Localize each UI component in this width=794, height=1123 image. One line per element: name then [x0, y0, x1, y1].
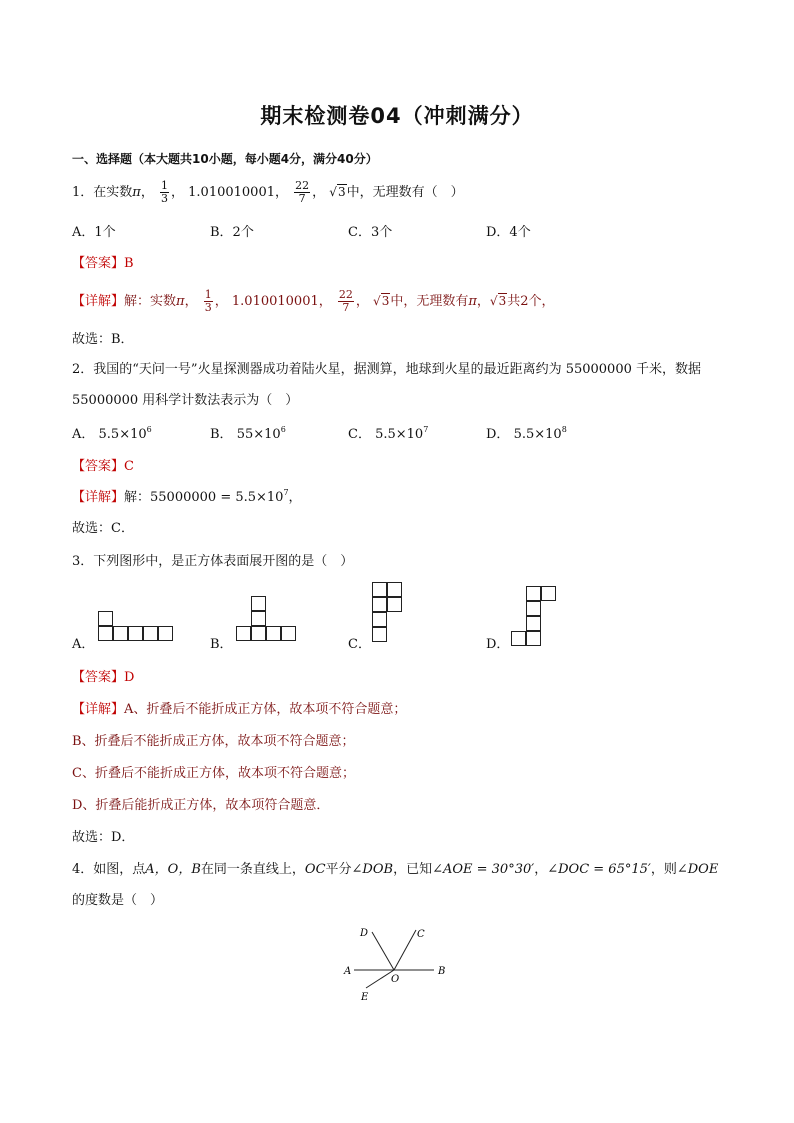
- decimal-number: 1.010010001: [188, 185, 275, 200]
- fraction-denominator: 7: [342, 301, 350, 314]
- net-square: [541, 586, 556, 601]
- q1-option-a[interactable]: A．1个: [72, 225, 116, 240]
- net-square: [387, 582, 402, 597]
- option-label: D．: [486, 427, 510, 442]
- fraction-22-7: [294, 180, 310, 205]
- q4-text: 在同一条直线上，: [200, 862, 305, 877]
- net-square: [372, 612, 387, 627]
- option-mantissa: 5.5×10: [98, 427, 147, 442]
- label-o: O: [391, 974, 400, 985]
- separator: ，: [355, 294, 369, 309]
- separator: ，: [318, 294, 332, 309]
- option-label: B．: [210, 427, 233, 442]
- q4-angle-dob: ∠DOB: [351, 862, 394, 877]
- label-d: D: [360, 928, 369, 939]
- detail-prefix: 解：实数: [124, 294, 177, 309]
- option-exponent: 6: [146, 425, 152, 434]
- separator: ，: [184, 294, 198, 309]
- section-header: 一、选择题（本大题共10小题，每小题4分，满分40分）: [72, 152, 378, 166]
- net-square: [372, 627, 387, 642]
- option-mantissa: 5.5×10: [513, 427, 562, 442]
- fraction-numerator: 22: [338, 288, 353, 301]
- net-square: [143, 626, 158, 641]
- separator: ，: [312, 185, 326, 200]
- separator: ，: [476, 294, 490, 309]
- option-label: A．: [72, 427, 95, 442]
- q2-option-d[interactable]: [486, 423, 567, 442]
- detail-exponent: 7: [283, 488, 289, 497]
- fraction-denominator: 3: [160, 192, 168, 205]
- q4-text: 4．如图，点: [72, 862, 146, 877]
- q4-ray-oc: OC: [304, 862, 326, 877]
- q2-option-c[interactable]: [348, 423, 428, 442]
- q2-option-b[interactable]: [210, 423, 286, 442]
- fraction-numerator: 22: [295, 179, 310, 192]
- net-square: [526, 631, 541, 646]
- q4-text: ，已知: [393, 862, 433, 877]
- q1-option-c[interactable]: C．3个: [348, 225, 393, 240]
- q3-option-a-label[interactable]: A．: [72, 637, 95, 652]
- net-square: [511, 631, 526, 646]
- q4-angle-doc: ∠DOC = 65°15′: [547, 862, 651, 877]
- q1-conclusion: 故选：B．: [72, 332, 134, 347]
- q4-text: ，则: [650, 862, 677, 877]
- option-label: C．: [348, 427, 371, 442]
- q1-prefix: 1．在实数: [72, 185, 133, 200]
- q3-option-d-label[interactable]: D．: [486, 637, 510, 652]
- detail-label: 【详解】: [72, 294, 125, 309]
- separator: ，: [214, 294, 228, 309]
- q1-option-d[interactable]: D．4个: [486, 225, 531, 240]
- q2-option-a[interactable]: [72, 423, 152, 442]
- ray-oc: [394, 930, 416, 970]
- q3-answer: 【答案】D: [72, 670, 135, 685]
- fraction-one-third: [204, 289, 213, 314]
- decimal-number: 1.010010001: [231, 294, 319, 309]
- label-a: A: [344, 966, 352, 977]
- q1-detail: [72, 289, 555, 314]
- net-square: [236, 626, 251, 641]
- option-exponent: 6: [280, 425, 286, 434]
- q2-detail: [72, 486, 302, 505]
- net-square: [266, 626, 281, 641]
- sqrt-3: √3: [489, 294, 507, 308]
- question-1-stem: [72, 180, 464, 205]
- sqrt-3: √3: [373, 294, 390, 308]
- q4-angle-figure: [336, 922, 456, 1012]
- net-square: [128, 626, 143, 641]
- separator: ，: [170, 185, 184, 200]
- net-square: [387, 597, 402, 612]
- q3-option-c-label[interactable]: C．: [348, 637, 371, 652]
- q3-option-b-label[interactable]: B．: [210, 637, 233, 652]
- net-square: [98, 626, 113, 641]
- option-exponent: 8: [561, 425, 567, 434]
- ray-od: [372, 932, 394, 970]
- separator: ，: [274, 185, 288, 200]
- net-square: [372, 582, 387, 597]
- net-square: [372, 597, 387, 612]
- detail-text: A、折叠后不能折成正方体，故本项不符合题意；: [124, 702, 407, 717]
- pi-symbol: π: [132, 185, 141, 200]
- q3-detail-line-4: D、折叠后能折成正方体，故本项符合题意．: [72, 798, 330, 813]
- pi-symbol: π: [176, 294, 185, 309]
- q4-angle-aoe: ∠AOE = 30°30′: [432, 862, 535, 877]
- q2-answer: 【答案】C: [72, 459, 134, 474]
- net-square: [526, 601, 541, 616]
- option-exponent: 7: [423, 425, 429, 434]
- net-square: [281, 626, 296, 641]
- q2-stem-line2: 55000000 用科学计数法表示为（ ）: [72, 393, 299, 408]
- fraction-numerator: 1: [160, 179, 168, 192]
- label-c: C: [417, 929, 425, 940]
- radicand: 3: [381, 294, 390, 308]
- detail-label: 【详解】: [72, 702, 125, 717]
- separator: ，: [140, 185, 154, 200]
- net-square: [526, 616, 541, 631]
- net-square: [158, 626, 173, 641]
- detail-mid: 中，无理数有: [390, 294, 469, 309]
- q2-stem-line1: 2．我国的“天问一号”火星探测器成功着陆火星，据测算，地球到火星的最近距离约为 55000000 千米，数据: [72, 362, 701, 377]
- fraction-22-7: [338, 289, 354, 314]
- fraction-numerator: 1: [204, 288, 212, 301]
- q3-conclusion: 故选：D．: [72, 830, 135, 845]
- option-mantissa: 5.5×10: [375, 427, 424, 442]
- detail-text: 解：55000000 = 5.5×10: [124, 490, 284, 505]
- q3-stem: 3．下列图形中，是正方体表面展开图的是（ ）: [72, 554, 354, 569]
- radicand: 3: [498, 294, 507, 308]
- detail-end: ，: [288, 490, 302, 505]
- net-square: [98, 611, 113, 626]
- q3-detail-line-3: C、折叠后不能折成正方体，故本项不符合题意；: [72, 766, 355, 781]
- q4-stem-line2: 的度数是（ ）: [72, 893, 164, 908]
- net-square: [251, 611, 266, 626]
- pi-symbol: π: [468, 294, 477, 309]
- ray-oe: [366, 970, 394, 988]
- q4-points: A，O，B: [145, 862, 201, 877]
- fraction-one-third: [160, 180, 169, 205]
- net-square: [251, 596, 266, 611]
- detail-label: 【详解】: [72, 490, 125, 505]
- net-square: [113, 626, 128, 641]
- q4-angle-doe: ∠DOE: [676, 862, 719, 877]
- radicand: 3: [337, 185, 346, 199]
- q4-stem-line1: [72, 858, 718, 877]
- label-b: B: [438, 966, 446, 977]
- label-e: E: [361, 992, 369, 1003]
- q1-suffix: 中，无理数有（ ）: [346, 185, 464, 200]
- option-mantissa: 55×10: [236, 427, 281, 442]
- fraction-denominator: 3: [204, 301, 212, 314]
- q3-detail-line-1: [72, 698, 406, 717]
- page-title: 期末检测卷04（冲刺满分）: [260, 104, 534, 128]
- sqrt-3: √3: [329, 185, 346, 199]
- detail-suffix: 共2个，: [507, 294, 555, 309]
- net-square: [526, 586, 541, 601]
- separator: ，: [534, 862, 548, 877]
- q1-answer: 【答案】B: [72, 256, 134, 271]
- q3-detail-line-2: B、折叠后不能折成正方体，故本项不符合题意；: [72, 734, 355, 749]
- q2-conclusion: 故选：C．: [72, 521, 134, 536]
- net-square: [251, 626, 266, 641]
- q4-text: 平分: [325, 862, 352, 877]
- fraction-denominator: 7: [298, 192, 306, 205]
- q1-option-b[interactable]: B．2个: [210, 225, 254, 240]
